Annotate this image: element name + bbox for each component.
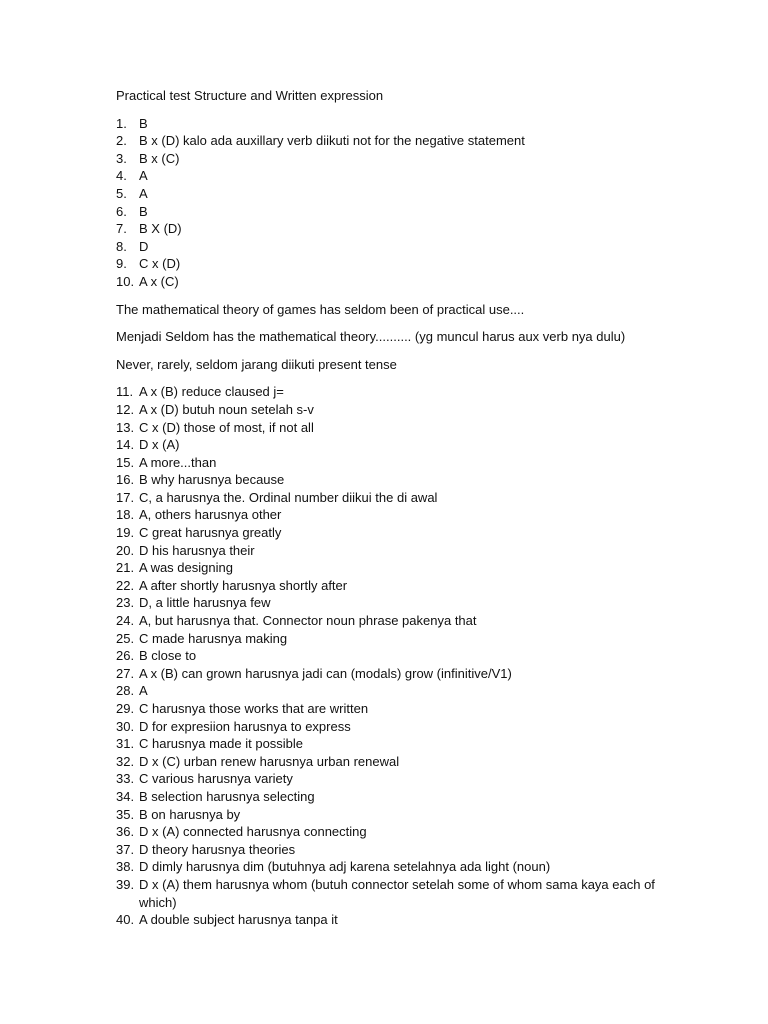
list-item: [116, 471, 676, 489]
item-number: 2.: [116, 133, 127, 149]
item-number: 28.: [116, 683, 135, 699]
document-page: [116, 87, 676, 929]
item-text: D x (C) urban renew harusnya urban renewal: [139, 753, 400, 769]
item-text: D dimly harusnya dim (butuhnya adj karena setelahnya ada light (noun): [139, 859, 551, 875]
item-number: 21.: [116, 560, 135, 576]
list-item: [116, 647, 676, 665]
list-item: [116, 735, 676, 753]
item-text: C harusnya made it possible: [139, 736, 304, 752]
item-text: B X (D): [139, 221, 182, 237]
item-number: 1.: [116, 115, 127, 131]
list-item: [116, 454, 676, 472]
item-text: D theory harusnya theories: [139, 841, 296, 857]
list-item: [116, 436, 676, 454]
item-text: C made harusnya making: [139, 630, 288, 646]
item-number: 11.: [116, 384, 134, 400]
list-item: [116, 841, 676, 859]
item-text: A x (B) can grown harusnya jadi can (modals) grow (infinitive/V1): [139, 665, 512, 681]
item-number: 30.: [116, 718, 135, 734]
item-text: C x (D) those of most, if not all: [139, 419, 314, 435]
item-number: 40.: [116, 912, 135, 928]
list-item: [116, 115, 676, 133]
list-item: [116, 167, 676, 185]
item-text: D, a little harusnya few: [139, 595, 271, 611]
paragraph: Never, rarely, seldom jarang diikuti present tense: [116, 356, 397, 372]
item-number: 39.: [116, 876, 135, 892]
item-text: D: [139, 238, 149, 254]
item-number: 5.: [116, 185, 127, 201]
paragraph: The mathematical theory of games has seldom been of practical use....: [116, 301, 525, 317]
item-number: 8.: [116, 238, 127, 254]
item-text: B on harusnya by: [139, 806, 241, 822]
list-item: [116, 273, 676, 291]
list-item: [116, 524, 676, 542]
item-text: B: [139, 115, 148, 131]
item-number: 12.: [116, 401, 135, 417]
list-item: [116, 700, 676, 718]
item-number: 6.: [116, 203, 127, 219]
item-number: 13.: [116, 419, 135, 435]
item-number: 3.: [116, 150, 127, 166]
item-text: A more...than: [139, 454, 217, 470]
item-text: C x (D): [139, 256, 181, 272]
item-number: 24.: [116, 613, 135, 629]
item-text: D x (A): [139, 437, 180, 453]
item-number: 18.: [116, 507, 135, 523]
item-text: B selection harusnya selecting: [139, 788, 315, 804]
item-number: 22.: [116, 577, 135, 593]
list-item: [116, 876, 676, 911]
item-text: A after shortly harusnya shortly after: [139, 577, 348, 593]
item-text: A double subject harusnya tanpa it: [139, 912, 338, 928]
list-item: [116, 559, 676, 577]
item-text: D for expresiion harusnya to express: [139, 718, 351, 734]
item-number: 16.: [116, 472, 135, 488]
item-text: A, but harusnya that. Connector noun phrase pakenya that: [139, 613, 477, 629]
item-text: A x (B) reduce claused j=: [139, 384, 284, 400]
item-number: 15.: [116, 454, 135, 470]
item-text: B close to: [139, 648, 197, 664]
list-item: [116, 665, 676, 683]
answer-list-2: [116, 383, 676, 928]
item-text: D his harusnya their: [139, 542, 255, 558]
answer-list-1: [116, 115, 676, 291]
item-number: 32.: [116, 753, 135, 769]
item-number: 7.: [116, 221, 127, 237]
list-item: [116, 577, 676, 595]
item-text: D x (A) connected harusnya connecting: [139, 824, 367, 840]
item-number: 19.: [116, 525, 135, 541]
item-number: 36.: [116, 824, 135, 840]
item-number: 9.: [116, 256, 127, 272]
item-text: C various harusnya variety: [139, 771, 293, 787]
list-item: [116, 806, 676, 824]
document-title: Practical test Structure and Written expression: [116, 88, 384, 103]
item-text: C harusnya those works that are written: [139, 701, 369, 716]
item-text: D x (A) them harusnya whom (butuh connector setelah some of whom sama kaya each of which): [139, 876, 655, 910]
list-item: [116, 542, 676, 560]
item-text: C great harusnya greatly: [139, 525, 282, 541]
list-item: [116, 150, 676, 168]
item-text: B: [139, 203, 148, 219]
item-text: B x (C): [139, 150, 180, 166]
item-text: A was designing: [139, 560, 233, 576]
item-text: A: [139, 185, 148, 201]
item-text: A x (D) butuh noun setelah s-v: [139, 401, 314, 417]
item-text: A: [139, 168, 148, 184]
item-number: 26.: [116, 648, 135, 664]
item-text: B x (D) kalo ada auxillary verb diikuti not for the negative statement: [139, 133, 525, 149]
item-text: C, a harusnya the. Ordinal number diikui the di awal: [139, 489, 438, 505]
list-item: [116, 132, 676, 150]
item-number: 33.: [116, 771, 135, 787]
list-item: [116, 419, 676, 437]
item-number: 35.: [116, 806, 135, 822]
item-number: 10.: [116, 273, 135, 289]
list-item: [116, 255, 676, 273]
item-number: 38.: [116, 859, 135, 875]
list-item: [116, 489, 676, 507]
paragraph: Menjadi Seldom has the mathematical theory.......... (yg muncul harus aux verb nya dulu): [116, 329, 626, 345]
item-number: 29.: [116, 701, 135, 716]
list-item: [116, 770, 676, 788]
list-item: [116, 506, 676, 524]
list-item: [116, 185, 676, 203]
item-text: A, others harusnya other: [139, 507, 282, 523]
item-number: 17.: [116, 489, 135, 505]
item-number: 31.: [116, 736, 135, 752]
item-number: 14.: [116, 437, 135, 453]
list-item: [116, 911, 676, 929]
list-item: [116, 612, 676, 630]
item-text: B why harusnya because: [139, 472, 285, 488]
item-number: 23.: [116, 595, 135, 611]
list-item: [116, 682, 676, 700]
item-text: A x (C): [139, 273, 179, 289]
list-item: [116, 718, 676, 736]
list-item: [116, 823, 676, 841]
list-item: [116, 238, 676, 256]
list-item: [116, 203, 676, 221]
item-number: 4.: [116, 168, 127, 184]
list-item: [116, 630, 676, 648]
item-number: 27.: [116, 665, 135, 681]
item-text: A: [139, 683, 148, 699]
item-number: 25.: [116, 630, 135, 646]
item-number: 34.: [116, 788, 135, 804]
list-item: [116, 401, 676, 419]
item-number: 20.: [116, 542, 135, 558]
list-item: [116, 594, 676, 612]
item-number: 37.: [116, 841, 135, 857]
list-item: [116, 788, 676, 806]
list-item: [116, 858, 676, 876]
list-item: [116, 220, 676, 238]
list-item: [116, 383, 676, 401]
list-item: [116, 753, 676, 771]
